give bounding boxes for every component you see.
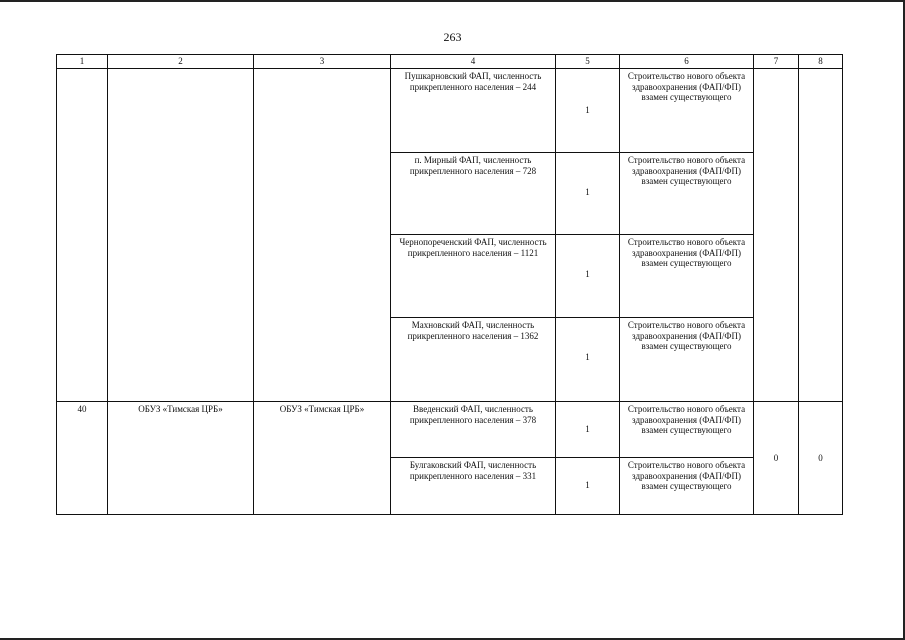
quantity-value: 1 <box>585 480 590 490</box>
quantity-cell <box>556 153 620 235</box>
quantity-cell <box>556 402 620 458</box>
quantity-value: 1 <box>585 105 590 115</box>
quantity-cell <box>556 318 620 402</box>
header-row <box>57 55 843 69</box>
table-row <box>57 69 843 153</box>
page-number: 263 <box>443 30 462 44</box>
quantity-cell <box>556 235 620 318</box>
facility-cell: Махновский ФАП, численность прикрепленного населения – 1362 <box>391 318 556 402</box>
quantity-value: 1 <box>585 352 590 362</box>
action-cell: Строительство нового объекта здравоохранения (ФАП/ФП) взамен существующего <box>620 235 754 318</box>
header-cell-7: 7 <box>754 55 799 69</box>
header-cell-1: 1 <box>57 55 108 69</box>
action-cell: Строительство нового объекта здравоохранения (ФАП/ФП) взамен существующего <box>620 153 754 235</box>
cell-col7-continued <box>754 69 799 402</box>
facility-cell: Булгаковский ФАП, численность прикрепленного населения – 331 <box>391 458 556 515</box>
header-cell-5: 5 <box>556 55 620 69</box>
header-cell-6: 6 <box>620 55 754 69</box>
action-cell: Строительство нового объекта здравоохранения (ФАП/ФП) взамен существующего <box>620 402 754 458</box>
col7-value-cell: 0 <box>754 402 799 515</box>
header-cell-3: 3 <box>254 55 391 69</box>
cell-col8-continued <box>799 69 843 402</box>
data-table <box>56 54 843 515</box>
organization-cell: ОБУЗ «Тимская ЦРБ» <box>254 402 391 515</box>
quantity-value: 1 <box>585 424 590 434</box>
cell-col3-continued <box>254 69 391 402</box>
table-row <box>57 402 843 458</box>
organization-cell: ОБУЗ «Тимская ЦРБ» <box>108 402 254 515</box>
cell-col1-continued <box>57 69 108 402</box>
facility-cell: Чернопореченский ФАП, численность прикрепленного населения – 1121 <box>391 235 556 318</box>
quantity-cell <box>556 69 620 153</box>
cell-col2-continued <box>108 69 254 402</box>
header-cell-8: 8 <box>799 55 843 69</box>
scan-border-top <box>0 0 905 2</box>
quantity-cell <box>556 458 620 515</box>
quantity-value: 1 <box>585 269 590 279</box>
action-cell: Строительство нового объекта здравоохранения (ФАП/ФП) взамен существующего <box>620 458 754 515</box>
col8-value-cell: 0 <box>799 402 843 515</box>
facility-cell: Введенский ФАП, численность прикрепленного населения – 378 <box>391 402 556 458</box>
facility-cell: п. Мирный ФАП, численность прикрепленного населения – 728 <box>391 153 556 235</box>
header-cell-4: 4 <box>391 55 556 69</box>
facility-cell: Пушкарновский ФАП, численность прикрепленного населения – 244 <box>391 69 556 153</box>
action-cell: Строительство нового объекта здравоохранения (ФАП/ФП) взамен существующего <box>620 318 754 402</box>
header-cell-2: 2 <box>108 55 254 69</box>
quantity-value: 1 <box>585 187 590 197</box>
action-cell: Строительство нового объекта здравоохранения (ФАП/ФП) взамен существующего <box>620 69 754 153</box>
row-number-cell: 40 <box>57 402 108 515</box>
